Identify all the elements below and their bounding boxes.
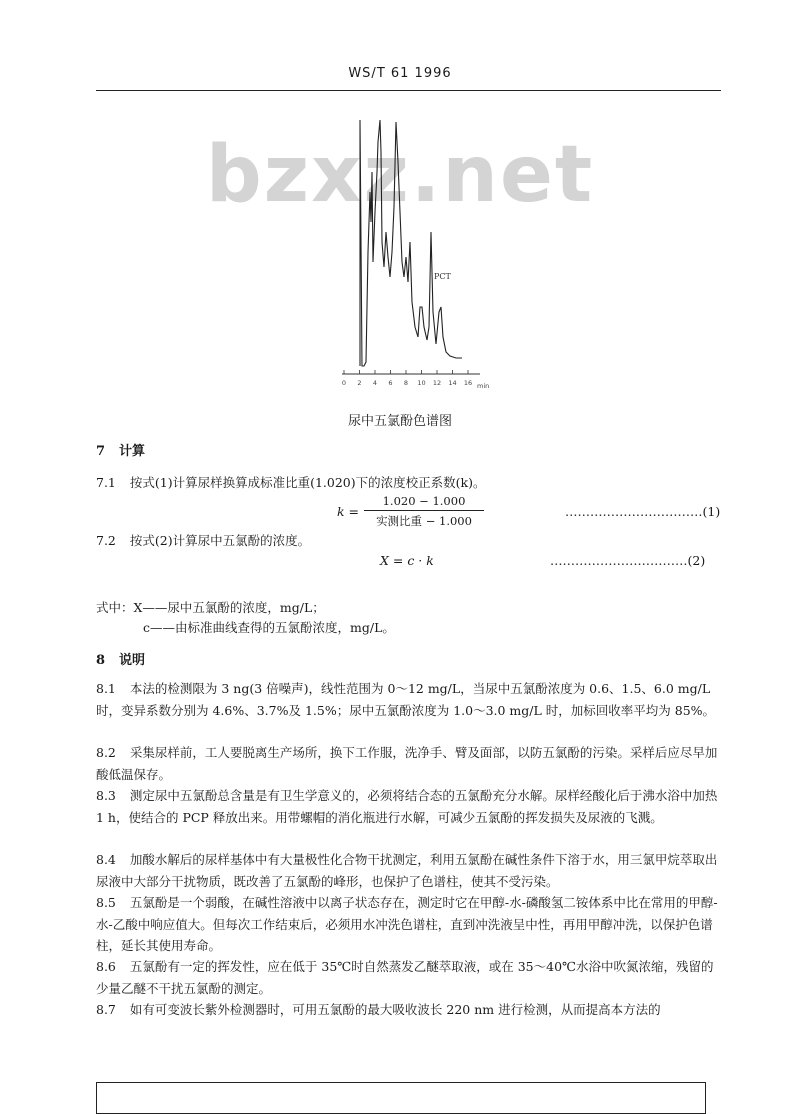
clause-text: 按式(2)计算尿中五氯酚的浓度。 <box>129 533 311 548</box>
x-axis-unit-label: min <box>477 382 490 390</box>
paragraph-8-1 <box>96 678 721 721</box>
section-heading-7 <box>96 440 145 459</box>
clause-number: 8.1 <box>96 681 116 696</box>
equation-1-fraction <box>364 494 484 529</box>
clause-number: 8.7 <box>96 1002 116 1017</box>
peak-label-pct: PCT <box>434 272 451 281</box>
clause-number: 8.5 <box>96 895 116 910</box>
clause-text: 按式(1)计算尿样换算成标准比重(1.020)下的浓度校正系数(k)。 <box>129 475 486 490</box>
clause-text: 五氯酚有一定的挥发性，应在低于 35℃时自然蒸发乙醚萃取液，或在 35～40℃水浴中吹氮浓缩，残留的少量乙醚不干扰五氯酚的测定。 <box>96 959 714 996</box>
section-title: 说明 <box>119 653 146 668</box>
page-bottom-frame <box>96 1082 706 1114</box>
paragraph-7-1 <box>96 472 721 494</box>
section-heading-8 <box>96 649 145 668</box>
where-line-c: c——由标准曲线查得的五氯酚浓度，mg/L。 <box>143 620 395 635</box>
x-tick-label: 8 <box>403 379 409 387</box>
equation-1-lhs: k = <box>337 504 360 519</box>
x-tick-label: 14 <box>448 379 457 387</box>
fraction-denominator: 实测比重 − 1.000 <box>376 514 472 528</box>
chromatogram-figure <box>330 112 500 397</box>
section-title: 计算 <box>119 444 146 459</box>
x-tick-label: 6 <box>388 379 393 387</box>
clause-text: 本法的检测限为 3 ng(3 倍噪声)，线性范围为 0～12 mg/L，当尿中五氯酚浓度为 0.6、1.5、6.0 mg/L 时，变异系数分别为 4.6%、3.7%及 1.5%；尿中五氯酚浓度为 1.0～3.0 mg/L 时，加标回收率平均为 85%。 <box>96 681 716 718</box>
paragraph-8-5 <box>96 892 721 957</box>
paragraph-8-6 <box>96 956 721 999</box>
equation-2: X = c · k <box>380 553 434 568</box>
clause-text: 如有可变波长紫外检测器时，可用五氯酚的最大吸收波长 220 nm 进行检测，从而提高本方法的 <box>129 1002 661 1017</box>
x-tick-label: 2 <box>357 379 362 387</box>
chromatogram-trace <box>360 120 462 366</box>
clause-text: 采集尿样前，工人要脱离生产场所，换下工作服，洗净手、臂及面部，以防五氯酚的污染。采样后应尽早加酸低温保存。 <box>96 745 718 782</box>
x-tick-label: 12 <box>432 379 442 387</box>
paragraph-8-2 <box>96 742 721 785</box>
x-tick-label: 0 <box>341 379 347 387</box>
header-rule <box>96 90 721 91</box>
x-tick-label: 10 <box>417 379 426 387</box>
section-number: 8 <box>96 653 106 668</box>
clause-text: 五氯酚是一个弱酸，在碱性溶液中以离子状态存在，测定时它在甲醇-水-磷酸氢二铵体系中比在常用的甲醇-水-乙酸中响应值大。但每次工作结束后，必须用水冲洗色谱柱，直到冲洗液呈中性，再用甲醇冲洗，以保护色谱柱，延长其使用寿命。 <box>96 895 718 953</box>
clause-number: 8.2 <box>96 745 116 760</box>
clause-text: 测定尿中五氯酚总含量是有卫生学意义的，必须将结合态的五氯酚充分水解。尿样经酸化后于沸水浴中加热 1 h，使结合的 PCP 释放出来。用带螺帽的消化瓶进行水解，可减少五氯酚的挥发损失及尿液的飞溅。 <box>96 788 718 825</box>
clause-text: 加酸水解后的尿样基体中有大量极性化合物干扰测定，利用五氯酚在碱性条件下溶于水，用三氯甲烷萃取出尿液中大部分干扰物质，既改善了五氯酚的峰形，也保护了色谱柱，使其不受污染。 <box>96 852 718 889</box>
standard-code-header: WS/T 61 1996 <box>348 66 452 81</box>
x-axis-ticks <box>342 370 472 387</box>
figure-caption: 尿中五氯酚色谱图 <box>347 414 452 429</box>
paragraph-8-7 <box>96 999 721 1021</box>
x-tick-label: 16 <box>463 379 473 387</box>
equation-2-ref: ……………………………(2) <box>550 553 706 568</box>
section-number: 7 <box>96 444 106 459</box>
clause-number: 7.2 <box>96 533 116 548</box>
where-line-x: 式中：X——尿中五氯酚的浓度，mg/L； <box>96 600 325 615</box>
fraction-bar <box>364 510 484 511</box>
fraction-numerator: 1.020 − 1.000 <box>382 494 466 508</box>
paragraph-8-4 <box>96 849 721 892</box>
x-tick-label: 4 <box>372 379 378 387</box>
watermark: bzxz.net <box>205 130 595 220</box>
clause-number: 8.4 <box>96 852 116 867</box>
clause-number: 8.3 <box>96 788 116 803</box>
clause-number: 8.6 <box>96 959 116 974</box>
clause-number: 7.1 <box>96 475 116 490</box>
paragraph-7-2 <box>96 530 721 552</box>
paragraph-8-3 <box>96 785 721 828</box>
equation-1-ref: ……………………………(1) <box>565 504 721 519</box>
